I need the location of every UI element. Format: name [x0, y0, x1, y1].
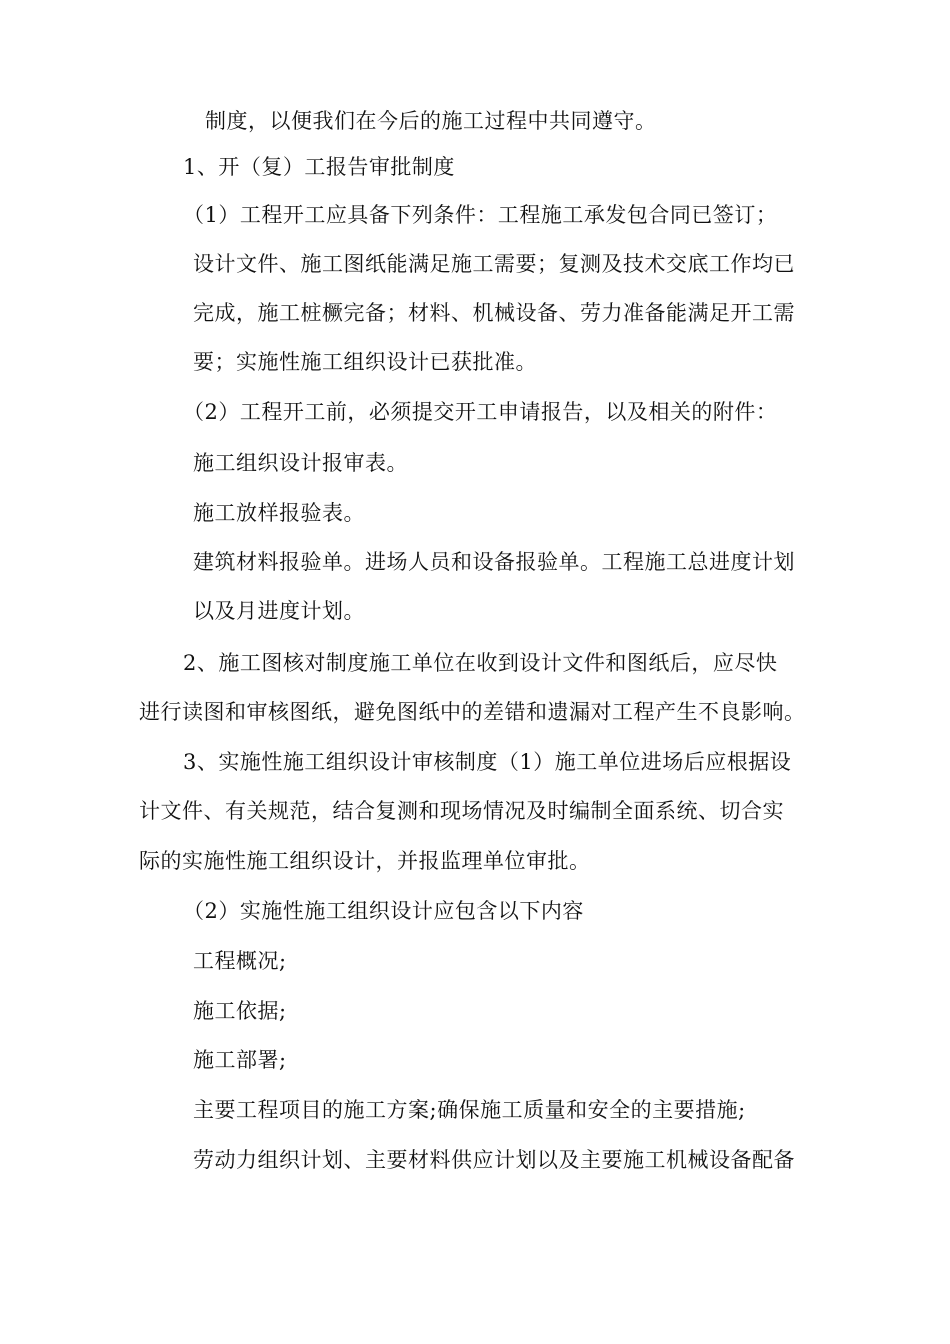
text-line: 制度，以便我们在今后的施工过程中共同遵守。 — [205, 109, 657, 133]
text-line: 要；实施性施工组织设计已获批准。 — [193, 350, 537, 374]
text-line: 计文件、有关规范，结合复测和现场情况及时编制全面系统、切合实 — [139, 799, 784, 823]
text-line: 施工组织设计报审表。 — [193, 451, 408, 475]
text-line: 工程概况; — [193, 949, 287, 973]
text-line: 1、开（复）工报告审批制度 — [183, 155, 455, 179]
text-line: 进行读图和审核图纸，避免图纸中的差错和遗漏对工程产生不良影响。 — [139, 700, 806, 724]
text-line: 以及月进度计划。 — [193, 599, 365, 623]
text-line: 2、施工图核对制度施工单位在收到设计文件和图纸后，应尽快 — [183, 651, 778, 675]
text-line: （1）工程开工应具备下列条件：工程施工承发包合同已签订； — [183, 203, 778, 227]
text-line: （2）工程开工前，必须提交开工申请报告，以及相关的附件： — [183, 400, 778, 424]
text-line: 3、实施性施工组织设计审核制度（1）施工单位进场后应根据设 — [183, 750, 792, 774]
text-line: 施工部署; — [193, 1048, 287, 1072]
text-line: 施工放样报验表。 — [193, 501, 365, 525]
text-line: 设计文件、施工图纸能满足施工需要；复测及技术交底工作均已 — [193, 252, 795, 276]
text-line: （2）实施性施工组织设计应包含以下内容 — [183, 899, 584, 923]
text-line: 劳动力组织计划、主要材料供应计划以及主要施工机械设备配备 — [193, 1148, 795, 1172]
text-line: 际的实施性施工组织设计，并报监理单位审批。 — [139, 849, 591, 873]
text-line: 主要工程项目的施工方案;确保施工质量和安全的主要措施; — [193, 1098, 746, 1122]
text-line: 建筑材料报验单。进场人员和设备报验单。工程施工总进度计划 — [193, 550, 795, 574]
text-line: 完成，施工桩橛完备；材料、机械设备、劳力准备能满足开工需 — [193, 301, 795, 325]
text-line: 施工依据; — [193, 999, 287, 1023]
